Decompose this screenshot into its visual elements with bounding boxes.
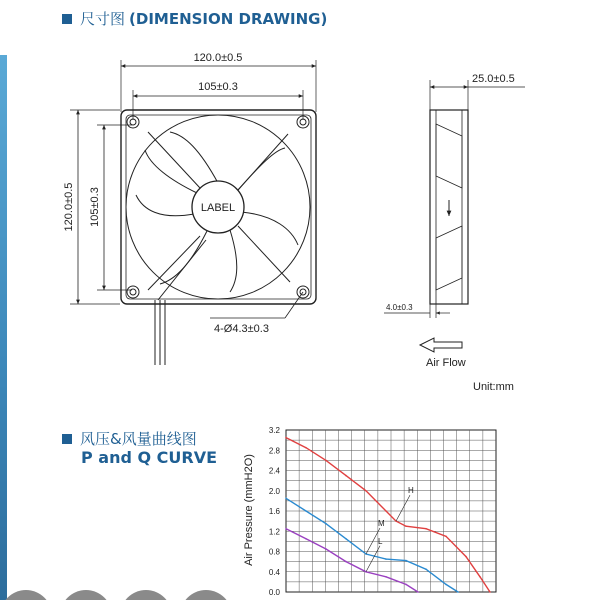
hub-label: LABEL bbox=[200, 202, 236, 214]
chart-point-M bbox=[305, 510, 307, 512]
fan-front-view bbox=[70, 60, 316, 365]
chart-point-M bbox=[285, 498, 287, 500]
heading-cn: 尺寸图 bbox=[80, 10, 126, 28]
chart-point-H bbox=[465, 556, 467, 558]
mount-hole-label: 4-Ø4.3±0.3 bbox=[214, 323, 269, 335]
chart-point-H bbox=[405, 525, 407, 527]
chart-y-tick-label: 2.8 bbox=[268, 446, 280, 456]
chart-series-label: L bbox=[378, 536, 383, 546]
chart-y-tick-label: 0.8 bbox=[268, 547, 280, 557]
chart-point-L bbox=[285, 528, 287, 530]
decor-circle bbox=[180, 590, 232, 600]
chart-y-axis-label: Air Pressure (mmH2O) bbox=[243, 454, 255, 566]
chart-point-M bbox=[425, 568, 427, 570]
chart-point-L bbox=[345, 561, 347, 563]
chart-point-H bbox=[345, 475, 347, 477]
overall-height-label: 120.0±0.5 bbox=[63, 182, 75, 232]
chart-y-tick-label: 2.0 bbox=[268, 486, 280, 496]
chart-point-M bbox=[345, 538, 347, 540]
chart-point-L bbox=[385, 576, 387, 578]
chart-series-label: M bbox=[378, 519, 385, 529]
heading-en: (DIMENSION DRAWING) bbox=[129, 9, 328, 28]
bullet-square-icon bbox=[62, 434, 72, 444]
flange-label: 4.0±0.3 bbox=[386, 303, 413, 312]
hole-spacing-width-label: 105±0.3 bbox=[198, 81, 238, 93]
chart-y-tick-label: 1.2 bbox=[268, 527, 280, 537]
hole-spacing-height-label: 105±0.3 bbox=[89, 187, 101, 227]
chart-y-tick-label: 0.4 bbox=[268, 567, 280, 577]
pq-curve-heading bbox=[62, 428, 197, 449]
airflow-label: Air Flow bbox=[426, 357, 466, 369]
chart-y-tick-label: 2.4 bbox=[268, 466, 280, 476]
pq-curve-chart bbox=[269, 426, 496, 597]
chart-point-H bbox=[479, 576, 481, 578]
chart-point-M bbox=[445, 584, 447, 586]
chart-point-M bbox=[325, 523, 327, 525]
chart-point-H bbox=[305, 447, 307, 449]
chart-point-L bbox=[405, 584, 407, 586]
footer-decoration bbox=[0, 588, 600, 600]
chart-point-M bbox=[405, 560, 407, 562]
units-label: Unit:mm bbox=[473, 381, 514, 393]
chart-point-L bbox=[305, 538, 307, 540]
pq-heading-cn: 风压&风量曲线图 bbox=[80, 430, 197, 448]
pq-heading-en: P and Q CURVE bbox=[81, 448, 218, 467]
overall-width-label: 120.0±0.5 bbox=[193, 52, 243, 64]
chart-series-label: H bbox=[408, 486, 414, 496]
thickness-label: 25.0±0.5 bbox=[472, 73, 515, 85]
chart-y-tick-label: 0.0 bbox=[268, 588, 280, 597]
chart-y-tick-label: 1.6 bbox=[268, 507, 280, 516]
decor-circle bbox=[120, 590, 172, 600]
chart-point-H bbox=[365, 490, 367, 492]
chart-point-H bbox=[285, 437, 287, 439]
decor-circle bbox=[60, 590, 112, 600]
chart-point-H bbox=[425, 528, 427, 530]
chart-y-tick-label: 3.2 bbox=[268, 426, 280, 435]
chart-point-H bbox=[385, 510, 387, 512]
chart-point-M bbox=[385, 558, 387, 560]
decor-circle bbox=[0, 590, 52, 600]
chart-point-H bbox=[325, 460, 327, 462]
chart-point-L bbox=[325, 548, 327, 550]
chart-point-H bbox=[445, 536, 447, 538]
